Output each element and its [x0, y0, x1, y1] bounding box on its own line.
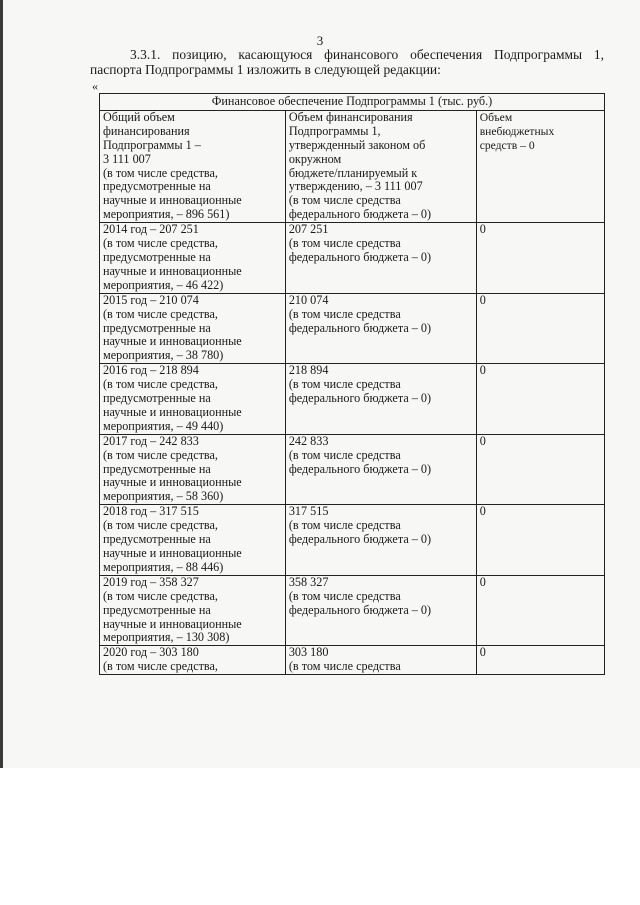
- cell-line: (в том числе средства: [288, 236, 401, 251]
- cell-line: федерального бюджета – 0): [288, 391, 432, 406]
- cell-line: мероприятия, – 38 780): [103, 348, 224, 363]
- cell-line: мероприятия, – 46 422): [103, 277, 224, 292]
- cell-line: (в том числе средства,: [103, 377, 218, 392]
- cell-line: средств – 0: [479, 138, 535, 152]
- cell-line: 303 180: [288, 645, 329, 660]
- blank-margin: [0, 768, 640, 905]
- year-budget-cell: [285, 293, 476, 364]
- cell-line: окружном: [288, 151, 342, 166]
- cell-line: Подпрограммы 1,: [288, 123, 381, 138]
- table-caption-row: [100, 94, 605, 111]
- year-budget-cell: [285, 364, 476, 435]
- year-total-cell: [100, 646, 286, 675]
- cell-line: (в том числе средства,: [103, 165, 218, 180]
- year-total-cell: [100, 364, 286, 435]
- year-budget-cell: [285, 575, 476, 646]
- cell-line: предусмотренные на: [103, 602, 211, 617]
- header-extrabudget-cell: [476, 110, 604, 222]
- year-extrabudget-cell: 0: [476, 575, 604, 646]
- header-budget-cell: [285, 110, 476, 222]
- year-extrabudget-cell: 0: [476, 646, 604, 675]
- table-header-row: [100, 110, 605, 222]
- cell-line: 207 251: [288, 222, 329, 237]
- cell-line: научные и инновационные: [103, 263, 242, 278]
- cell-line: предусмотренные на: [103, 320, 211, 335]
- cell-line: 3 111 007: [103, 151, 151, 166]
- year-budget-cell: [285, 434, 476, 505]
- cell-line: федерального бюджета – 0): [288, 602, 432, 617]
- cell-line: научные и инновационные: [103, 404, 242, 419]
- cell-line: предусмотренные на: [103, 249, 211, 264]
- header-total-cell: [100, 110, 286, 222]
- cell-line: 218 894: [288, 363, 329, 378]
- cell-line: федерального бюджета – 0): [288, 207, 432, 222]
- table-row: [100, 223, 605, 294]
- year-total-cell: [100, 293, 286, 364]
- cell-line: (в том числе средства,: [103, 588, 218, 603]
- financing-table: [99, 93, 605, 675]
- intro-paragraph: [90, 47, 604, 77]
- cell-line: внебюджетных: [479, 124, 555, 138]
- cell-line: 2020 год – 303 180: [103, 645, 199, 660]
- cell-line: бюджете/планируемый к: [288, 165, 418, 180]
- cell-line: предусмотренные на: [103, 461, 211, 476]
- cell-line: (в том числе средства: [288, 588, 401, 603]
- year-extrabudget-cell: 0: [476, 434, 604, 505]
- intro-line-2: паспорта Подпрограммы 1 изложить в следующей редакции:: [90, 62, 441, 77]
- cell-line: Подпрограммы 1 –: [103, 137, 201, 152]
- table-row: [100, 646, 605, 675]
- cell-line: мероприятия, – 130 308): [103, 630, 230, 645]
- cell-line: научные и инновационные: [103, 193, 242, 208]
- table-row: [100, 364, 605, 435]
- cell-line: Объем финансирования: [288, 110, 413, 124]
- cell-line: утвержденный законом об: [288, 137, 426, 152]
- cell-line: (в том числе средства,: [103, 518, 218, 533]
- page-number: 3: [316, 33, 324, 48]
- scan-edge: [0, 0, 3, 768]
- cell-line: научные и инновационные: [103, 546, 242, 560]
- cell-line: финансирования: [103, 123, 190, 138]
- cell-line: федерального бюджета – 0): [288, 249, 432, 264]
- table-row: [100, 575, 605, 646]
- cell-line: (в том числе средства: [288, 447, 401, 462]
- cell-line: (в том числе средства: [288, 659, 401, 674]
- cell-line: (в том числе средства: [288, 193, 401, 208]
- cell-line: предусмотренные на: [103, 179, 211, 194]
- cell-line: (в том числе средства,: [103, 447, 218, 462]
- cell-line: мероприятия, – 49 440): [103, 418, 224, 433]
- cell-line: (в том числе средства,: [103, 306, 218, 321]
- cell-line: (в том числе средства,: [103, 236, 218, 251]
- cell-line: 2015 год – 210 074: [103, 293, 199, 307]
- cell-line: (в том числе средства: [288, 377, 401, 392]
- cell-line: Объем: [479, 110, 513, 124]
- cell-line: (в том числе средства: [288, 518, 401, 533]
- year-extrabudget-cell: 0: [476, 223, 604, 294]
- cell-line: предусмотренные на: [103, 391, 211, 406]
- cell-line: научные и инновационные: [103, 616, 242, 631]
- year-budget-cell: [285, 646, 476, 675]
- year-total-cell: [100, 223, 286, 294]
- cell-line: мероприятия, – 58 360): [103, 489, 224, 504]
- table-row: [100, 293, 605, 364]
- cell-line: (в том числе средства,: [103, 659, 218, 674]
- cell-line: 242 833: [288, 434, 329, 448]
- year-total-cell: [100, 575, 286, 646]
- intro-line-1: 3.3.1. позицию, касающуюся финансового обеспечения Подпрограммы 1,: [130, 47, 604, 62]
- cell-line: 210 074: [288, 293, 329, 307]
- year-extrabudget-cell: 0: [476, 505, 604, 576]
- cell-line: (в том числе средства: [288, 306, 401, 321]
- cell-line: предусмотренные на: [103, 532, 211, 547]
- opening-quote: «: [92, 79, 98, 93]
- cell-line: Общий объем: [103, 110, 175, 124]
- table-caption: Финансовое обеспечение Подпрограммы 1 (тыс. руб.): [100, 94, 605, 111]
- cell-line: федерального бюджета – 0): [288, 461, 432, 476]
- cell-line: 2014 год – 207 251: [103, 222, 199, 237]
- cell-line: 2019 год – 358 327: [103, 575, 199, 589]
- table-row: [100, 434, 605, 505]
- cell-line: мероприятия, – 88 446): [103, 559, 224, 574]
- cell-line: 358 327: [288, 575, 329, 589]
- year-total-cell: [100, 434, 286, 505]
- table-row: [100, 505, 605, 576]
- year-total-cell: [100, 505, 286, 576]
- cell-line: федерального бюджета – 0): [288, 532, 432, 547]
- cell-line: утверждению, – 3 111 007: [288, 179, 423, 194]
- year-budget-cell: [285, 223, 476, 294]
- year-extrabudget-cell: 0: [476, 364, 604, 435]
- cell-line: мероприятия, – 896 561): [103, 207, 230, 222]
- cell-line: 2016 год – 218 894: [103, 363, 199, 378]
- cell-line: 317 515: [288, 504, 329, 519]
- cell-line: федерального бюджета – 0): [288, 320, 432, 335]
- year-extrabudget-cell: 0: [476, 293, 604, 364]
- cell-line: 2018 год – 317 515: [103, 504, 199, 519]
- cell-line: научные и инновационные: [103, 475, 242, 490]
- year-budget-cell: [285, 505, 476, 576]
- cell-line: научные и инновационные: [103, 334, 242, 349]
- cell-line: 2017 год – 242 833: [103, 434, 199, 448]
